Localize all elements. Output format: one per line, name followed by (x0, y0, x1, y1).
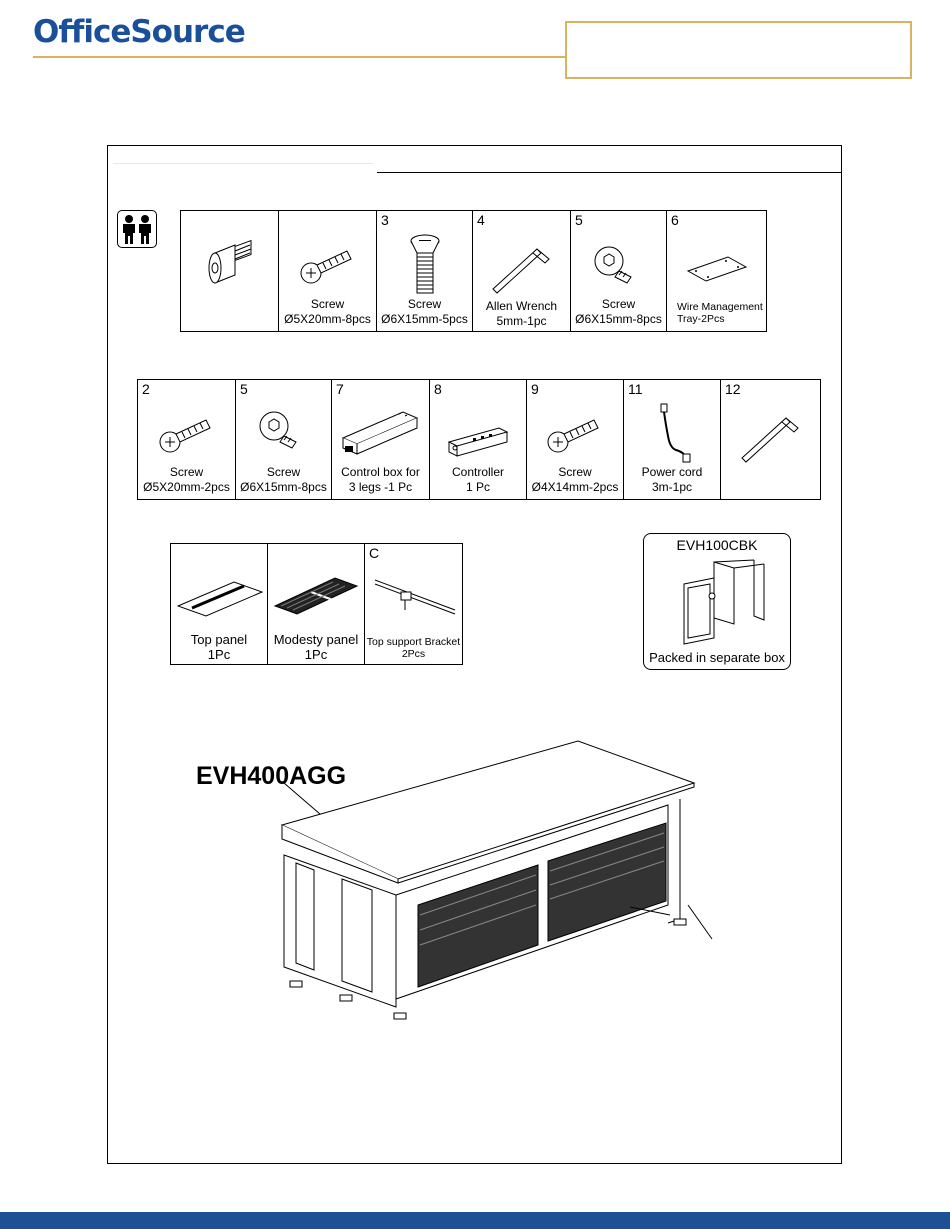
part-cell (365, 544, 462, 664)
barrel-connector-icon (195, 233, 265, 293)
pan-head-screw-icon (293, 241, 363, 291)
part-label: Top support Bracket 2Pcs (366, 636, 461, 660)
allen-wrench-icon (736, 408, 806, 468)
footer-bar (0, 1212, 950, 1229)
part-cell (279, 211, 377, 331)
top-panel-icon (174, 572, 264, 622)
part-label: Top panel 1Pc (190, 632, 248, 662)
header-rule (33, 56, 565, 58)
part-label: Screw Ø6X15mm-5pcs (381, 297, 468, 326)
support-bracket-icon (369, 572, 459, 622)
part-number: 12 (725, 381, 741, 397)
socket-screw-icon (254, 402, 314, 462)
panel-row (170, 543, 463, 665)
part-cell (624, 380, 721, 499)
part-cell (268, 544, 365, 664)
title-rule (377, 172, 842, 173)
hardware-row-2 (137, 379, 821, 500)
part-number: 11 (628, 381, 643, 397)
part-number: 6 (671, 212, 679, 228)
countersunk-screw-icon (405, 233, 445, 297)
control-box-icon (339, 402, 423, 458)
part-number: 2 (142, 381, 150, 397)
part-number: 5 (240, 381, 248, 397)
part-label: Wire Management Tray-2Pcs (677, 301, 763, 325)
brand-logo: OfficeSource (33, 14, 245, 50)
bracket-frame-icon (678, 556, 768, 646)
controller-icon (443, 422, 513, 462)
part-label: Screw Ø5X20mm-8pcs (284, 297, 371, 326)
bracket-kit-note: Packed in separate box (649, 650, 785, 665)
pan-head-screw-icon (152, 410, 222, 460)
part-label: Modesty panel 1Pc (273, 632, 359, 662)
part-cell (377, 211, 473, 331)
hardware-row-1 (180, 210, 767, 332)
product-model-label: EVH400AGG (196, 762, 347, 790)
socket-screw-icon (589, 237, 649, 297)
desk-illustration (270, 735, 720, 1035)
bracket-kit-box (643, 533, 791, 670)
part-cell (667, 211, 766, 331)
header-info-box (565, 21, 912, 79)
part-cell (527, 380, 624, 499)
part-cell (138, 380, 236, 499)
allen-wrench-icon (487, 239, 557, 299)
part-label: Controller 1 Pc (451, 465, 505, 494)
part-cell (473, 211, 571, 331)
part-label: Screw Ø4X14mm-2pcs (531, 465, 619, 494)
pan-head-screw-icon (540, 410, 610, 460)
part-cell (236, 380, 332, 499)
part-label: Control box for 3 legs -1 Pc (341, 465, 420, 494)
part-number: 8 (434, 381, 442, 397)
part-number: 4 (477, 212, 485, 228)
part-number: 7 (336, 381, 344, 397)
part-label: Allen Wrench 5mm-1pc (485, 299, 558, 328)
part-cell (171, 544, 268, 664)
part-label: Power cord 3m-1pc (641, 465, 703, 494)
part-number: C (369, 545, 380, 561)
two-person-assembly-icon (117, 210, 157, 248)
faint-rule (113, 163, 373, 164)
part-number: 9 (531, 381, 539, 397)
wire-tray-icon (682, 249, 752, 289)
part-label: Screw Ø5X20mm-2pcs (143, 465, 230, 494)
part-cell (571, 211, 667, 331)
part-number: 5 (575, 212, 583, 228)
part-cell (721, 380, 820, 499)
part-number: 3 (381, 212, 389, 228)
bracket-kit-title: EVH100CBK (676, 537, 758, 553)
modesty-panel-icon (271, 570, 361, 620)
part-cell (181, 211, 279, 331)
part-label: Screw Ø6X15mm-8pcs (575, 297, 662, 326)
part-label: Screw Ø6X15mm-8pcs (240, 465, 327, 494)
part-cell (430, 380, 527, 499)
power-cord-icon (647, 400, 697, 464)
part-cell (332, 380, 430, 499)
